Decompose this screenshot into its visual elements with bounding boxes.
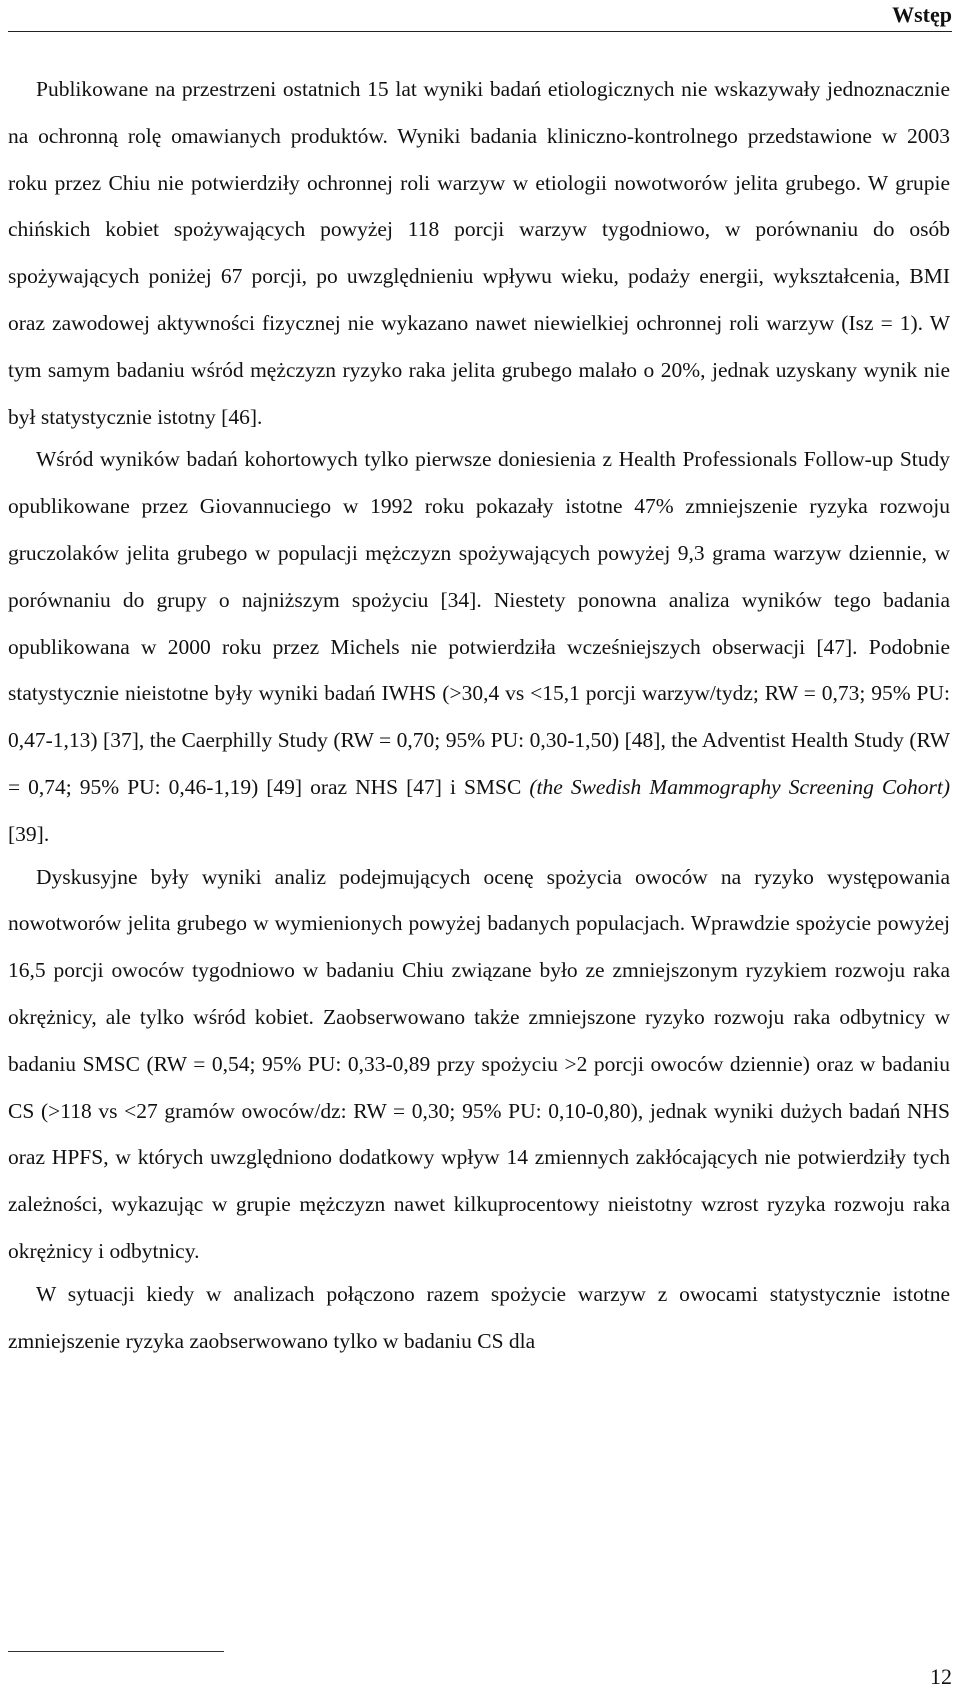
paragraph-2-citation: [39]. bbox=[8, 821, 50, 846]
paragraph-3: Dyskusyjne były wyniki analiz podejmujących ocenę spożycia owoców na ryzyko występowania nowotworów jelita grubego w wymienionych powyżej badanych populacjach. Wprawdzie spożycie powyżej 16,5 porcji owoców tygodniowo w badaniu Chiu związane było ze zmniejszonym ryzykiem rozwoju raka okrężnicy, ale tylko wśród kobiet. Zaobserwowano także zmniejszone ryzyko rozwoju raka odbytnicy w badaniu SMSC (RW = 0,54; 95% PU: 0,33-0,89 przy spożyciu >2 porcji owoców dziennie) oraz w badaniu CS (>118 vs <27 gramów owoców/dz: RW = 0,30; 95% PU: 0,10-0,80), jednak wyniki dużych badań NHS oraz HPFS, w których uwzględniono dodatkowy wpływ 14 zmiennych zakłócających nie potwierdziły tych zależności, wykazując w grupie mężczyzn nawet kilkuprocentowy nieistotny wzrost ryzyka rozwoju raka okrężnicy i odbytnicy. bbox=[8, 864, 950, 1263]
page-header-title: Wstęp bbox=[892, 2, 952, 27]
paragraph-4: W sytuacji kiedy w analizach połączono razem spożycie warzyw z owocami statystycznie istotne zmniejszenie ryzyka zaobserwowano tylko w badaniu CS dla bbox=[8, 1281, 950, 1353]
document-body bbox=[8, 66, 950, 1364]
header-divider bbox=[8, 31, 952, 32]
paragraph-1: Publikowane na przestrzeni ostatnich 15 lat wyniki badań etiologicznych nie wskazywały jednoznacznie na ochronną rolę omawianych produktów. Wyniki badania kliniczno-kontrolnego przedstawione w 2003 roku przez Chiu nie potwierdziły ochronnej roli warzyw w etiologii nowotworów jelita grubego. W grupie chińskich kobiet spożywających powyżej 118 porcji warzyw tygodniowo, w porównaniu do osób spożywających poniżej 67 porcji, po uwzględnieniu wpływu wieku, podaży energii, wykształcenia, BMI oraz zawodowej aktywności fizycznej nie wykazano nawet niewielkiej ochronnej roli warzyw (Isz = 1). W tym samym badaniu wśród mężczyzn ryzyko raka jelita grubego malało o 20%, jednak uzyskany wynik nie był statystycznie istotny [46]. bbox=[8, 77, 950, 429]
paragraph-2 bbox=[8, 436, 950, 857]
footer-divider bbox=[8, 1651, 224, 1652]
page-number: 12 bbox=[930, 1664, 952, 1689]
paragraph-2-text: Wśród wyników badań kohortowych tylko pierwsze doniesienia z Health Professionals Follow-up Study opublikowane przez Giovannuciego w 1992 roku pokazały istotne 47% zmniejszenie ryzyka rozwoju gruczolaków jelita grubego w populacji mężczyzn spożywających powyżej 9,3 grama warzyw dziennie, w porównaniu do grupy o najniższym spożyciu [34]. Niestety ponowna analiza wyników tego badania opublikowana w 2000 roku przez Michels nie potwierdziła wcześniejszych obserwacji [47]. Podobnie statystycznie nieistotne były wyniki badań IWHS (>30,4 vs <15,1 porcji warzyw/tydz; RW = 0,73; 95% PU: 0,47-1,13) [37], the Caerphilly Study (RW = 0,70; 95% PU: 0,30-1,50) [48], the Adventist Health Study (RW = 0,74; 95% PU: 0,46-1,19) [49] oraz NHS [47] i SMSC bbox=[8, 447, 950, 799]
paragraph-2-italic-cohort-name: (the Swedish Mammography Screening Cohort) bbox=[529, 774, 950, 799]
